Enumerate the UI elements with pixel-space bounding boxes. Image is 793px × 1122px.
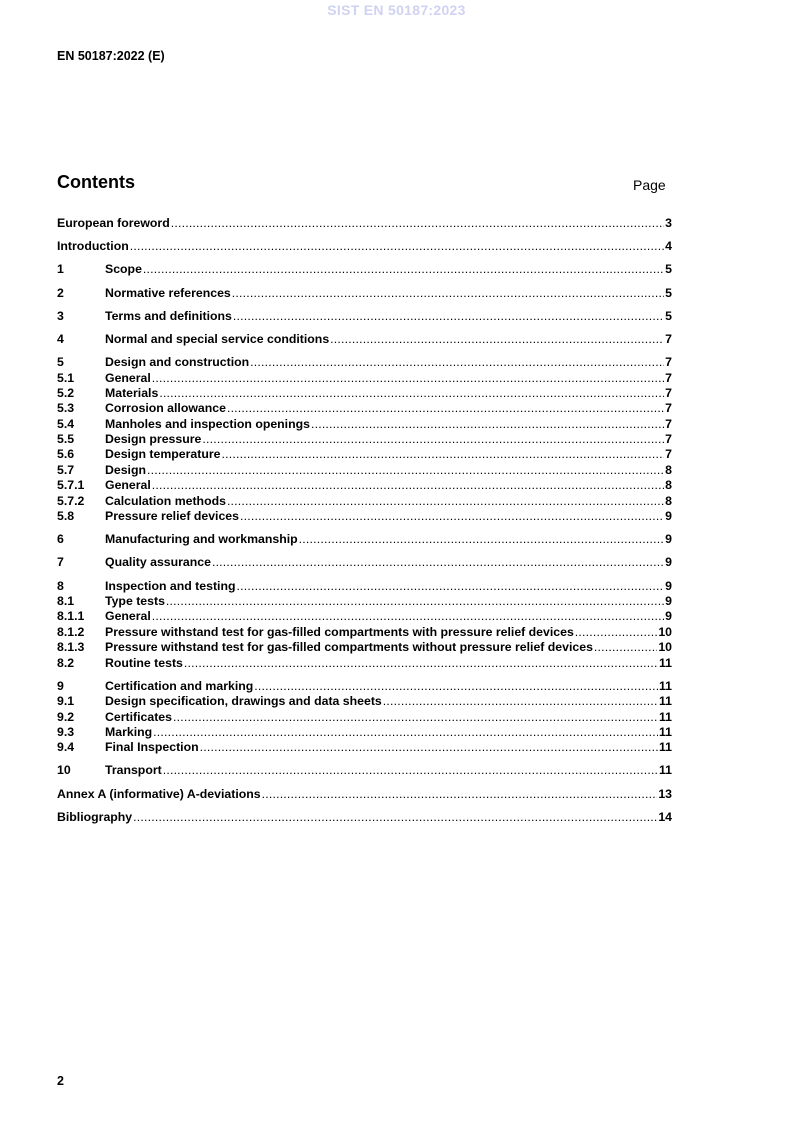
toc-dot-leader — [152, 609, 664, 624]
toc-entry-number: 5.8 — [57, 509, 75, 524]
toc-dot-leader — [575, 625, 658, 640]
toc-entry-page: 9 — [665, 578, 672, 593]
toc-dot-leader — [254, 679, 658, 694]
toc-entry-title: Pressure relief devices — [105, 509, 239, 524]
toc-entry-page: 7 — [665, 401, 672, 416]
toc-entry-page: 7 — [665, 385, 672, 400]
toc-entry-title: Bibliography — [57, 809, 133, 824]
toc-dot-leader — [163, 763, 658, 778]
toc-entry-page: 7 — [665, 432, 672, 447]
toc-dot-leader — [202, 432, 664, 447]
toc-dot-leader — [237, 579, 665, 594]
toc-dot-leader — [152, 371, 664, 386]
toc-entry[interactable] — [57, 262, 672, 277]
toc-entry[interactable] — [57, 239, 672, 254]
toc-dot-leader — [147, 463, 664, 478]
toc-dot-leader — [133, 810, 657, 825]
toc-dot-leader — [240, 509, 664, 524]
toc-entry-title: Design — [105, 462, 146, 477]
toc-dot-leader — [143, 262, 664, 277]
toc-entry-page: 9 — [665, 593, 672, 608]
toc-entry-title: Final Inspection — [105, 740, 199, 755]
toc-entry-page: 10 — [658, 624, 672, 639]
toc-dot-leader — [200, 740, 658, 755]
toc-entry-page: 9 — [665, 555, 672, 570]
toc-entry-title: Annex A (informative) A-deviations — [57, 786, 261, 801]
toc-dot-leader — [233, 309, 664, 324]
toc-entry-page: 4 — [665, 239, 672, 254]
toc-entry-title: European foreword — [57, 216, 170, 230]
toc-entry-title: Inspection and testing — [105, 578, 236, 593]
toc-entry-number: 8.1.3 — [57, 640, 85, 655]
toc-entry-page: 8 — [665, 493, 672, 508]
toc-entry[interactable] — [57, 656, 672, 671]
toc-entry-page: 8 — [665, 462, 672, 477]
toc-entry-title: Design temperature — [105, 447, 221, 462]
toc-entry-page: 11 — [659, 724, 672, 739]
toc-entry-page: 14 — [658, 809, 672, 824]
toc-entry[interactable] — [57, 694, 672, 709]
toc-entry[interactable] — [57, 679, 672, 694]
toc-entry[interactable] — [57, 401, 672, 416]
toc-entry[interactable] — [57, 710, 672, 725]
toc-entry[interactable] — [57, 640, 672, 655]
toc-dot-leader — [311, 417, 664, 432]
toc-entry-page: 7 — [665, 447, 672, 462]
toc-entry-page: 13 — [658, 786, 672, 801]
toc-entry[interactable] — [57, 332, 672, 347]
toc-entry-number: 10 — [57, 763, 71, 778]
toc-entry-number: 5.4 — [57, 416, 75, 431]
toc-entry-title: Certificates — [105, 709, 172, 724]
toc-entry-title: Terms and definitions — [105, 308, 232, 323]
toc-entry-number: 5.1 — [57, 370, 75, 385]
toc-entry-title: General — [105, 370, 151, 385]
toc-entry-number: 2 — [57, 285, 64, 300]
toc-entry-title: Manufacturing and workmanship — [105, 532, 298, 547]
toc-dot-leader — [330, 332, 664, 347]
toc-entry-title: Scope — [105, 262, 142, 277]
toc-entry-number: 5.3 — [57, 401, 75, 416]
toc-dot-leader — [153, 725, 658, 740]
toc-entry-number: 9 — [57, 678, 64, 693]
toc-entry-number: 4 — [57, 331, 64, 346]
toc-entry-title: Type tests — [105, 593, 165, 608]
toc-entry-title: Introduction — [57, 239, 129, 254]
toc-entry-number: 3 — [57, 308, 64, 323]
toc-dot-leader — [227, 401, 664, 416]
toc-entry-number: 5.7 — [57, 462, 75, 477]
toc-entry[interactable] — [57, 740, 672, 755]
toc-dot-leader — [383, 694, 658, 709]
toc-entry-page: 9 — [665, 532, 672, 547]
toc-dot-leader — [299, 532, 664, 547]
toc-entry-title: Transport — [105, 763, 162, 778]
toc-entry-number: 5.5 — [57, 432, 75, 447]
toc-entry-number: 5.7.1 — [57, 478, 85, 493]
toc-entry-number: 5.6 — [57, 447, 75, 462]
toc-dot-leader — [159, 386, 664, 401]
toc-entry-number: 9.3 — [57, 724, 75, 739]
toc-entry[interactable] — [57, 787, 672, 802]
table-of-contents — [57, 216, 672, 825]
toc-entry-number: 5.2 — [57, 385, 75, 400]
toc-entry[interactable] — [57, 432, 672, 447]
toc-entry-number: 8 — [57, 578, 64, 593]
document-id: EN 50187:2022 (E) — [57, 49, 165, 63]
toc-entry-page: 3 — [665, 216, 672, 230]
toc-entry[interactable] — [57, 494, 672, 509]
toc-entry-number: 5.7.2 — [57, 493, 85, 508]
toc-dot-leader — [232, 286, 664, 301]
toc-dot-leader — [227, 494, 664, 509]
toc-dot-leader — [130, 239, 664, 254]
toc-entry-page: 7 — [665, 331, 672, 346]
toc-entry-page: 11 — [659, 655, 672, 670]
toc-entry-title: General — [105, 478, 151, 493]
page-column-label: Page — [633, 177, 666, 193]
toc-dot-leader — [171, 216, 664, 231]
toc-entry-page: 7 — [665, 370, 672, 385]
toc-entry[interactable] — [57, 579, 672, 594]
toc-entry-title: Pressure withstand test for gas-filled compartments with pressure relief devices — [105, 624, 574, 639]
toc-entry-title: Materials — [105, 385, 159, 400]
toc-entry[interactable] — [57, 509, 672, 524]
toc-entry[interactable] — [57, 625, 672, 640]
toc-entry[interactable] — [57, 478, 672, 493]
toc-entry[interactable] — [57, 286, 672, 301]
toc-entry-page: 5 — [665, 285, 672, 300]
toc-entry-page: 11 — [659, 709, 672, 724]
toc-entry[interactable] — [57, 447, 672, 462]
toc-entry-page: 5 — [665, 308, 672, 323]
toc-entry[interactable] — [57, 725, 672, 740]
toc-entry-number: 7 — [57, 555, 64, 570]
toc-entry[interactable] — [57, 417, 672, 432]
toc-dot-leader — [184, 656, 658, 671]
toc-entry-page: 11 — [659, 694, 672, 709]
toc-entry-title: Calculation methods — [105, 493, 226, 508]
toc-dot-leader — [262, 787, 658, 802]
toc-dot-leader — [222, 447, 665, 462]
toc-dot-leader — [212, 555, 664, 570]
toc-dot-leader — [594, 640, 657, 655]
toc-entry-title: General — [105, 609, 151, 624]
toc-entry-number: 9.2 — [57, 709, 75, 724]
toc-entry-title: Design and construction — [105, 355, 250, 370]
toc-dot-leader — [152, 478, 664, 493]
toc-entry-page: 9 — [665, 509, 672, 524]
toc-dot-leader — [173, 710, 658, 725]
toc-entry[interactable] — [57, 810, 672, 825]
toc-entry[interactable] — [57, 594, 672, 609]
toc-entry-title: Design specification, drawings and data sheets — [105, 694, 382, 709]
toc-entry-title: Normal and special service conditions — [105, 331, 330, 346]
toc-entry-title: Pressure withstand test for gas-filled compartments without pressure relief devices — [105, 640, 593, 655]
toc-entry-page: 11 — [659, 740, 672, 755]
toc-entry-page: 11 — [659, 763, 672, 778]
toc-entry-title: Routine tests — [105, 655, 183, 670]
toc-entry-title: Certification and marking — [105, 678, 254, 693]
toc-entry-title: Corrosion allowance — [105, 401, 226, 416]
contents-title: Contents — [57, 172, 135, 192]
toc-entry[interactable] — [57, 609, 672, 624]
toc-entry-number: 8.2 — [57, 655, 75, 670]
toc-entry[interactable] — [57, 463, 672, 478]
footer-page-number: 2 — [57, 1074, 64, 1088]
toc-entry[interactable] — [57, 763, 672, 778]
toc-dot-leader — [166, 594, 664, 609]
toc-entry-page: 5 — [665, 262, 672, 277]
toc-entry-title: Quality assurance — [105, 555, 211, 570]
toc-entry-title: Manholes and inspection openings — [105, 416, 310, 431]
toc-entry-number: 5 — [57, 355, 64, 370]
toc-entry-number: 1 — [57, 262, 64, 277]
toc-entry[interactable] — [57, 371, 672, 386]
toc-entry-number: 9.1 — [57, 694, 75, 709]
toc-entry[interactable] — [57, 532, 672, 547]
toc-entry-number: 8.1 — [57, 593, 75, 608]
toc-entry-title: Marking — [105, 724, 153, 739]
toc-entry-page: 10 — [658, 640, 672, 655]
toc-entry-number: 6 — [57, 532, 64, 547]
toc-dot-leader — [250, 355, 664, 370]
toc-entry[interactable] — [57, 216, 672, 231]
toc-entry-page: 9 — [665, 609, 672, 624]
toc-entry[interactable] — [57, 309, 672, 324]
toc-entry[interactable] — [57, 355, 672, 370]
watermark: SIST EN 50187:2023 — [327, 2, 466, 18]
toc-entry-title: Normative references — [105, 285, 231, 300]
toc-entry-title: Design pressure — [105, 432, 202, 447]
toc-entry-page: 11 — [659, 678, 672, 693]
toc-entry-page: 7 — [665, 416, 672, 431]
toc-entry-page: 7 — [665, 355, 672, 370]
toc-entry[interactable] — [57, 555, 672, 570]
toc-entry-number: 8.1.1 — [57, 609, 85, 624]
toc-entry-number: 8.1.2 — [57, 624, 85, 639]
toc-entry-page: 8 — [665, 478, 672, 493]
toc-entry-number: 9.4 — [57, 740, 75, 755]
toc-entry[interactable] — [57, 386, 672, 401]
